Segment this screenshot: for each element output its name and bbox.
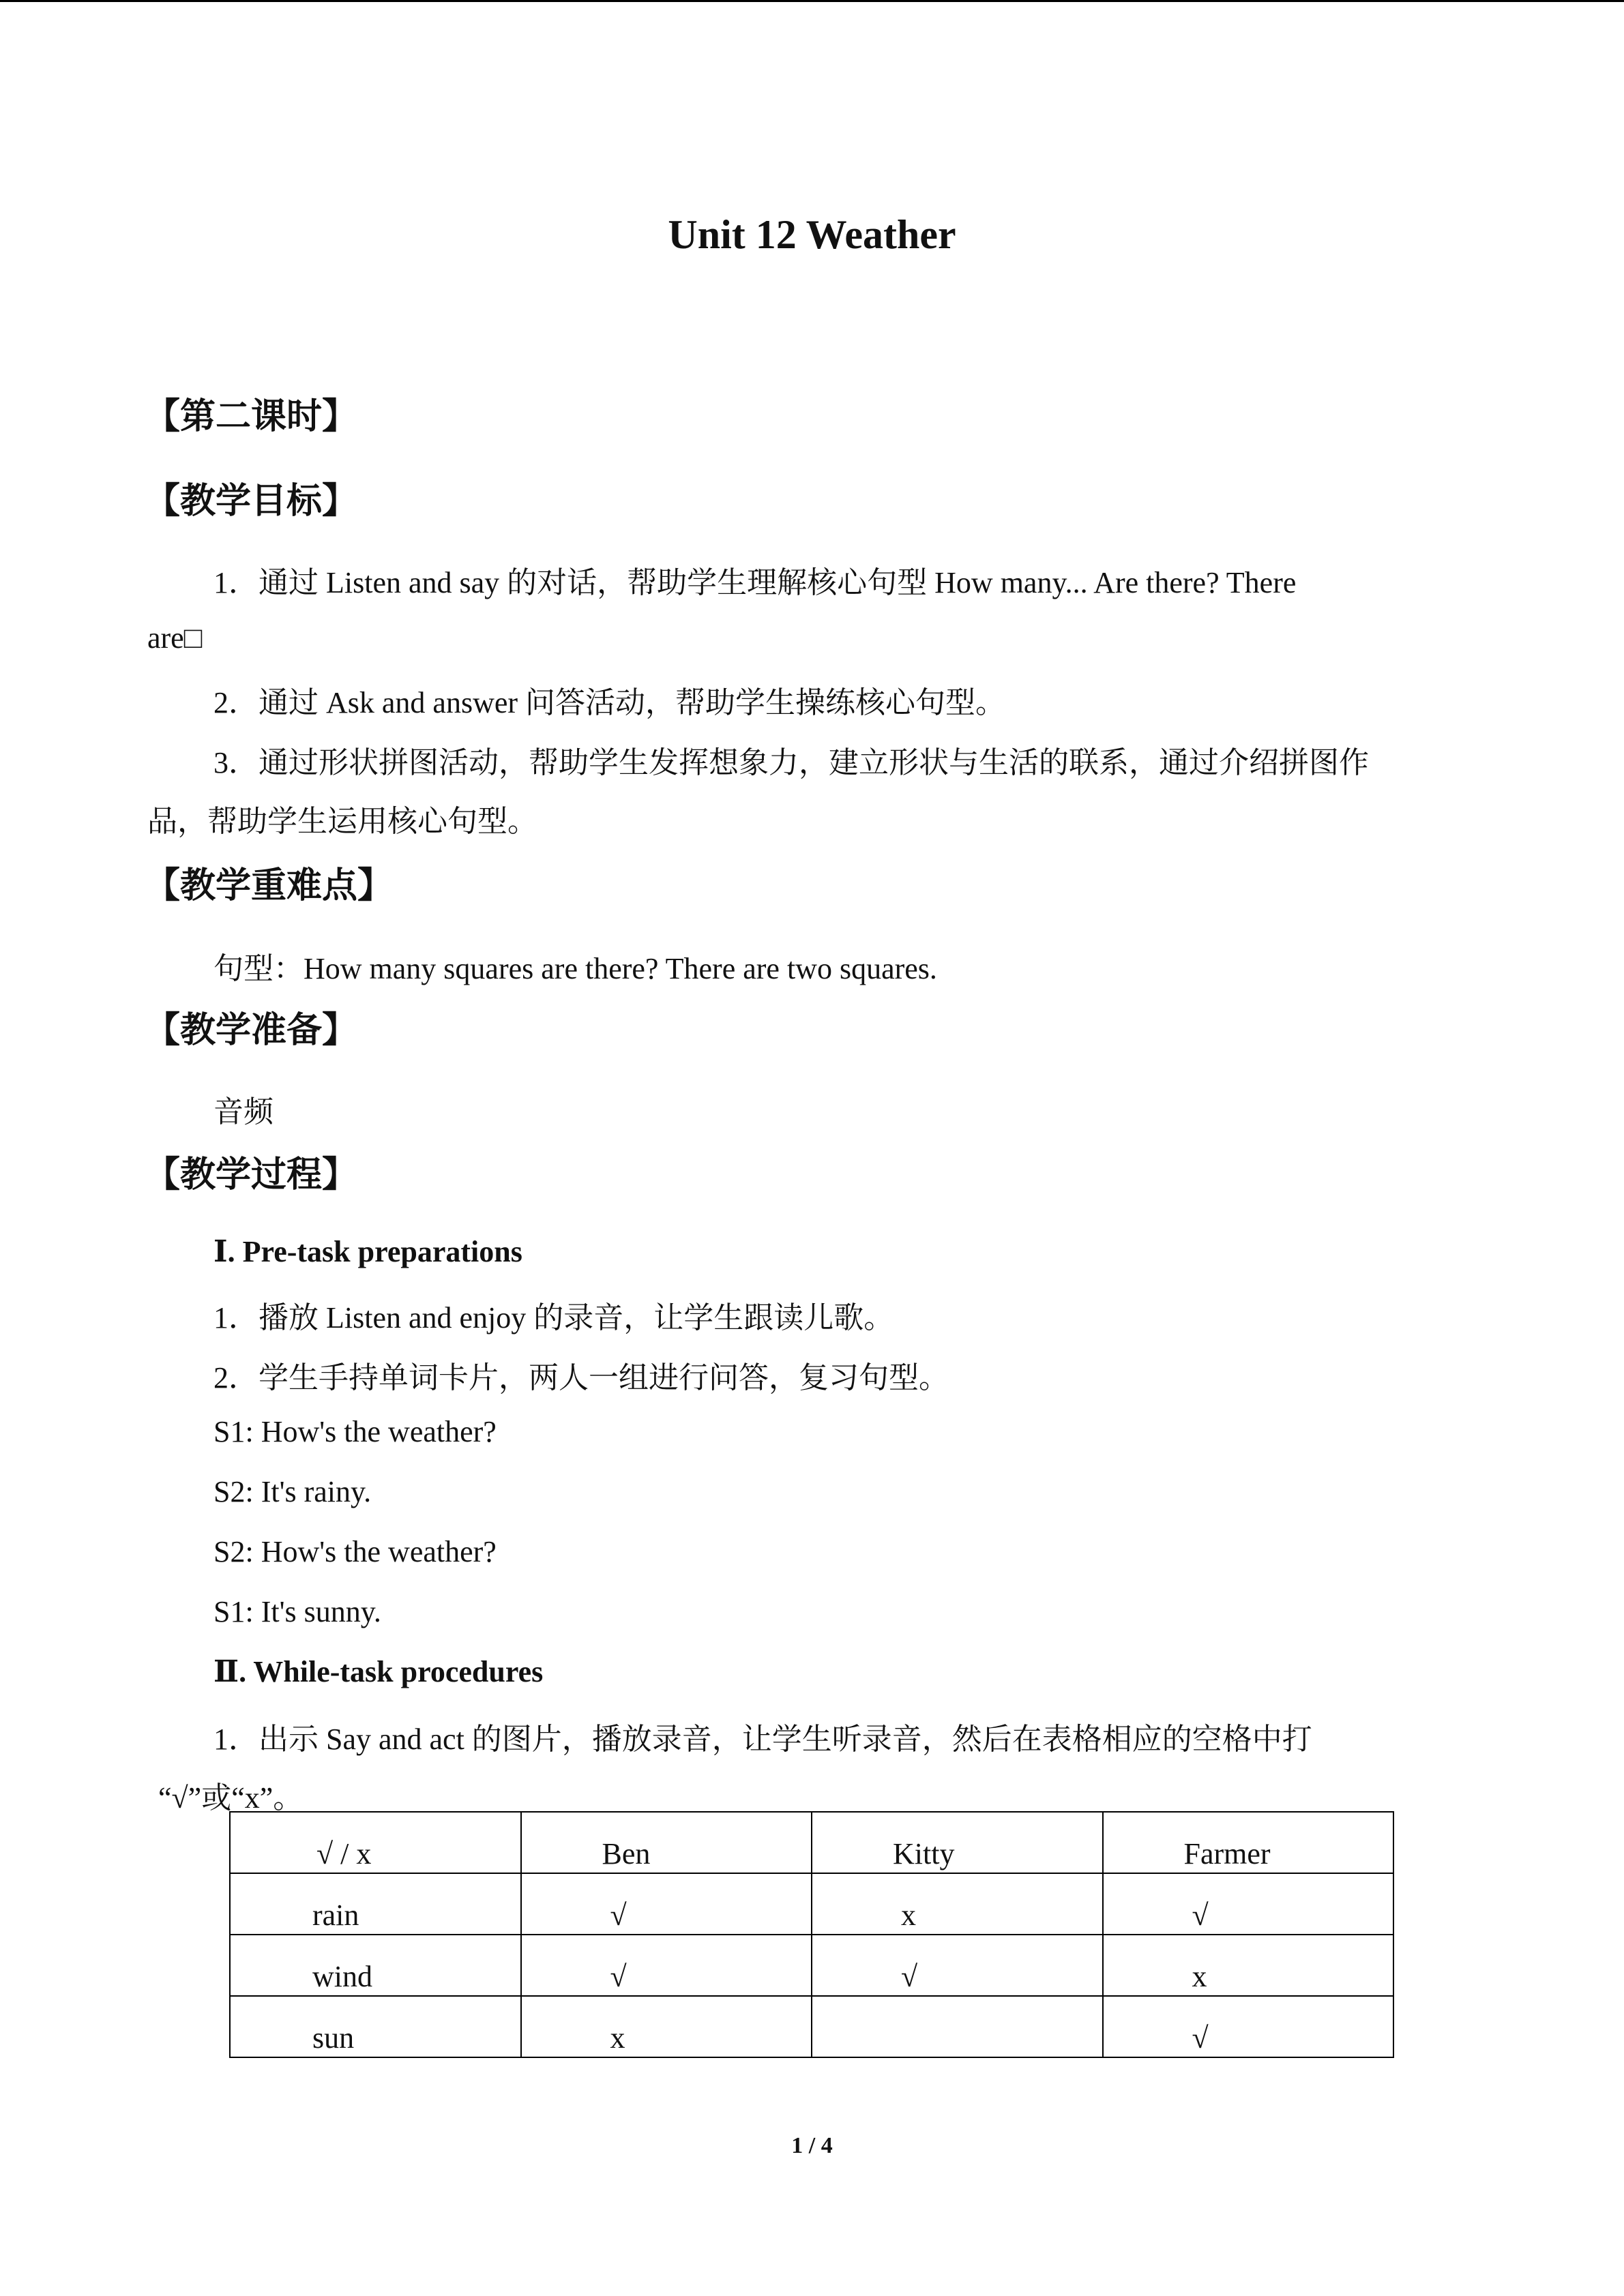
table-cell: √ xyxy=(521,1873,812,1935)
table-cell: x xyxy=(521,1996,812,2057)
section-preparation: 【教学准备】 xyxy=(145,1010,358,1051)
table-row-label: rain xyxy=(230,1873,521,1935)
objective-3-line-2: 品，帮助学生运用核心句型。 xyxy=(147,805,537,838)
table-cell: √ xyxy=(521,1935,812,1996)
preparation-text: 音频 xyxy=(213,1095,274,1129)
dialog-line: S2: It's rainy. xyxy=(213,1475,372,1508)
table-cell: x xyxy=(1103,1935,1394,1996)
pre-task-heading: Ⅰ. Pre-task preparations xyxy=(213,1235,522,1268)
table-header-cell: Kitty xyxy=(812,1812,1103,1873)
while-task-step-1-line-1: 1．出示 Say and act 的图片，播放录音，让学生听录音，然后在表格相应的空格中打 xyxy=(213,1723,1312,1756)
keypoints-text: 句型：How many squares are there? There are two squares. xyxy=(213,952,937,985)
objective-2: 2．通过 Ask and answer 问答活动，帮助学生操练核心句型。 xyxy=(213,686,1006,719)
table-cell: x xyxy=(812,1873,1103,1935)
table-row-label: wind xyxy=(230,1935,521,1996)
table-header-cell: Farmer xyxy=(1103,1812,1394,1873)
while-task-step-1-line-2: “√”或“x”。 xyxy=(158,1781,304,1815)
pre-task-step-2: 2．学生手持单词卡片，两人一组进行问答，复习句型。 xyxy=(213,1361,949,1395)
table-row xyxy=(230,1996,1393,2057)
table-row xyxy=(230,1935,1393,1996)
table-cell: √ xyxy=(812,1935,1103,1996)
table-cell xyxy=(812,1996,1103,2057)
top-border-line xyxy=(0,0,1624,2)
section-lesson: 【第二课时】 xyxy=(145,396,358,437)
table-row-label: sun xyxy=(230,1996,521,2057)
table-row xyxy=(230,1873,1393,1935)
pre-task-step-1: 1．播放 Listen and enjoy 的录音，让学生跟读儿歌。 xyxy=(213,1301,894,1335)
dialog-line: S1: How's the weather? xyxy=(213,1415,497,1448)
page-number: 1 / 4 xyxy=(791,2133,833,2158)
objective-1-line-1: 1．通过 Listen and say 的对话，帮助学生理解核心句型 How many... Are there? There xyxy=(213,566,1297,599)
table-header-cell: Ben xyxy=(521,1812,812,1873)
table-cell: √ xyxy=(1103,1873,1394,1935)
weather-table xyxy=(229,1811,1394,2058)
page-title: Unit 12 Weather xyxy=(668,212,956,257)
objective-3-line-1: 3．通过形状拼图活动，帮助学生发挥想象力，建立形状与生活的联系，通过介绍拼图作 xyxy=(213,746,1369,779)
section-process: 【教学过程】 xyxy=(145,1154,358,1195)
objective-1-line-2: are□ xyxy=(147,621,203,655)
dialog-line: S1: It's sunny. xyxy=(213,1595,381,1628)
section-keypoints: 【教学重难点】 xyxy=(145,865,394,906)
table-header-row xyxy=(230,1812,1393,1873)
while-task-heading: Ⅱ. While-task procedures xyxy=(213,1655,544,1688)
section-objectives: 【教学目标】 xyxy=(145,481,358,522)
table-header-cell: √ / x xyxy=(230,1812,521,1873)
dialog-line: S2: How's the weather? xyxy=(213,1535,497,1568)
table-cell: √ xyxy=(1103,1996,1394,2057)
